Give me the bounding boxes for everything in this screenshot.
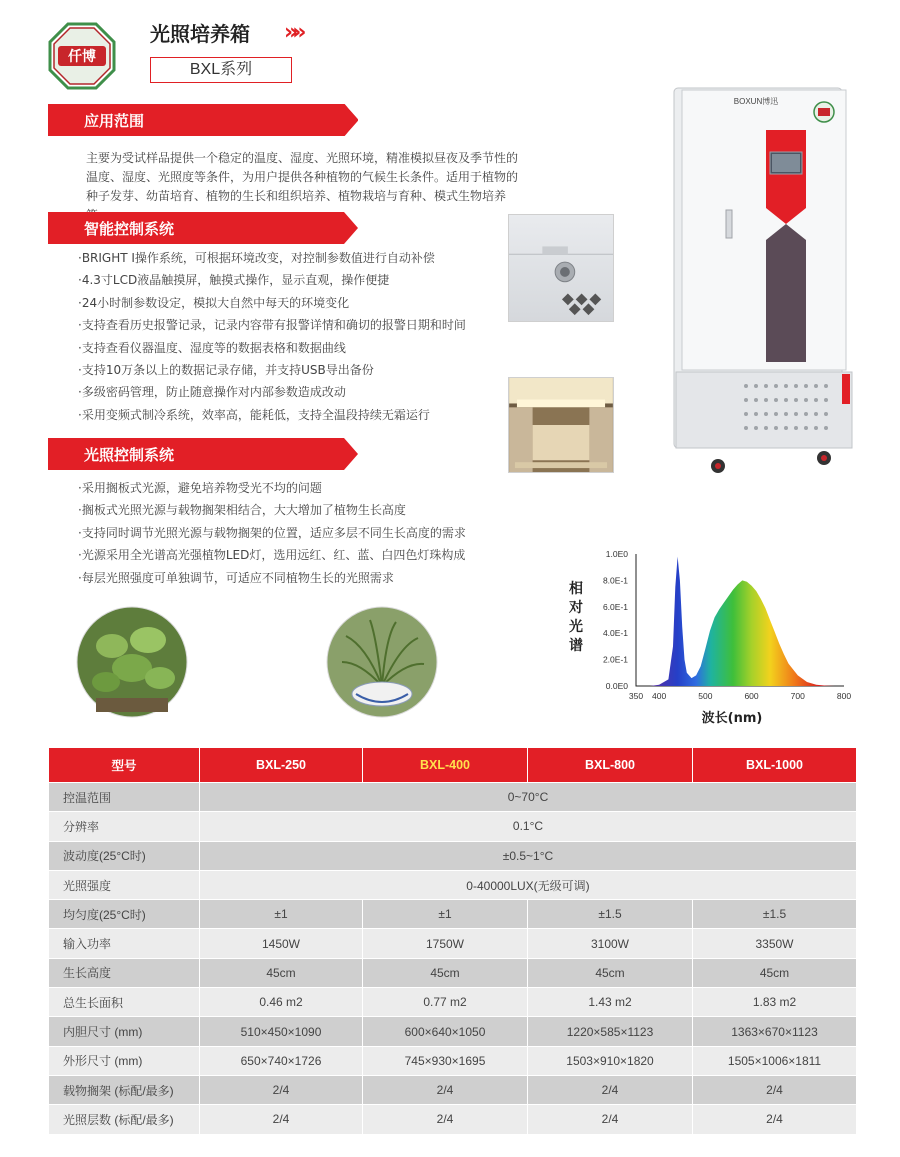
series-label: BXL系列 (150, 57, 292, 83)
x-tick-label: 700 (790, 691, 805, 701)
table-cell: 1.83 m2 (693, 988, 857, 1017)
y-tick-label: 6.0E-1 (602, 601, 628, 612)
table-cell: 2/4 (528, 1105, 693, 1134)
table-header-cell: BXL-250 (200, 748, 363, 783)
y-tick-label: 2.0E-1 (602, 654, 628, 665)
table-cell: 0.77 m2 (363, 988, 528, 1017)
lighting-list (78, 477, 466, 589)
y-tick-label: 1.0E0 (605, 549, 628, 559)
led-shelf-photo (508, 377, 614, 473)
table-row (49, 812, 857, 841)
row-label: 光照强度 (49, 870, 200, 899)
list-item: ·采用变频式制冷系统，效率高，能耗低，支持全温段持续无霜运行 (78, 407, 430, 422)
company-logo (48, 22, 116, 90)
table-cell: 0~70°C (200, 783, 857, 812)
row-label: 波动度(25°C时) (49, 841, 200, 870)
title-arrows-icon: »» (284, 20, 301, 45)
table-row (49, 900, 857, 929)
chart-ylabel: 相对光谱 (569, 581, 583, 654)
table-row (49, 1105, 857, 1134)
x-tick-label: 600 (744, 691, 759, 701)
table-row (49, 929, 857, 958)
table-cell: 3100W (528, 929, 693, 958)
table-cell: 1750W (363, 929, 528, 958)
table-cell: 745×930×1695 (363, 1046, 528, 1075)
x-tick-label: 800 (836, 691, 852, 701)
list-item: ·采用搁板式光源，避免培养物受光不均的问题 (78, 481, 322, 495)
spec-table (48, 747, 857, 1135)
table-cell: ±1 (200, 900, 363, 929)
plant-photo-1 (76, 606, 188, 718)
x-tick-label: 500 (698, 691, 713, 701)
logo-text: 仟博 (68, 49, 96, 65)
table-row (49, 870, 857, 899)
row-label: 外形尺寸 (mm) (49, 1046, 200, 1075)
list-item: ·搁板式光照光源与载物搁架相结合，大大增加了植物生长高度 (78, 503, 406, 518)
list-item: ·支持查看历史报警记录，记录内容带有报警详情和确切的报警日期和时间 (78, 318, 466, 333)
banner-application (48, 104, 358, 136)
list-item: ·光源采用全光谱高光强植物LED灯，选用远红、红、蓝、白四色灯珠构成 (78, 548, 466, 563)
table-header-cell: BXL-400 (363, 748, 528, 783)
table-cell: 650×740×1726 (200, 1046, 363, 1075)
table-row (49, 988, 857, 1017)
row-label: 输入功率 (49, 929, 200, 958)
y-tick-label: 8.0E-1 (602, 575, 628, 586)
banner-lighting (48, 438, 358, 470)
table-cell: 2/4 (693, 1105, 857, 1134)
table-row (49, 958, 857, 987)
table-row (49, 1046, 857, 1075)
control-list (78, 247, 466, 426)
plant-photo-2 (326, 606, 438, 718)
list-item: ·支持查看仪器温度、湿度等的数据表格和数据曲线 (78, 340, 346, 355)
page-title: 光照培养箱 (150, 22, 250, 46)
table-cell: 1503×910×1820 (528, 1046, 693, 1075)
table-cell: 0.1°C (200, 812, 857, 841)
table-cell: 45cm (363, 958, 528, 987)
table-cell: 45cm (693, 958, 857, 987)
table-header-cell: 型号 (49, 748, 200, 783)
list-item: ·BRIGHT I操作系统，可根据环境改变，对控制参数值进行自动补偿 (78, 251, 435, 265)
row-label: 光照层数 (标配/最多) (49, 1105, 200, 1134)
table-cell: 3350W (693, 929, 857, 958)
table-cell: 2/4 (363, 1075, 528, 1104)
table-cell: 2/4 (200, 1075, 363, 1104)
table-row (49, 1017, 857, 1046)
application-text: 主要为受试样品提供一个稳定的温度、湿度、光照环境，精准模拟昼夜及季节性的温度、湿度、光照度等条件，为用户提供各种植物的气候生长条件。适用于植物的种子发芽、幼苗培育、植物的生长和组织培养、植物栽培与育种、模式生物培养 (86, 151, 519, 203)
incubator-product-photo (666, 82, 856, 476)
y-tick-label: 4.0E-1 (602, 628, 628, 639)
table-cell: 2/4 (528, 1075, 693, 1104)
table-cell: 1220×585×1123 (528, 1017, 693, 1046)
row-label: 内胆尺寸 (mm) (49, 1017, 200, 1046)
table-cell: 1450W (200, 929, 363, 958)
list-item: ·每层光照强度可单独调节，可适应不同植物生长的光照需求 (78, 570, 394, 585)
spectrum-area (650, 557, 835, 686)
table-cell: 0.46 m2 (200, 988, 363, 1017)
x-tick-label: 400 (652, 691, 667, 701)
row-label: 分辨率 (49, 812, 200, 841)
list-item: ·支持同时调节光照光源与载物搁架的位置，适应多层不同生长高度的需求 (78, 525, 466, 540)
table-cell: ±0.5~1°C (200, 841, 857, 870)
table-cell: 0-40000LUX(无级可调) (200, 870, 857, 899)
table-header-row (49, 748, 857, 783)
row-label: 生长高度 (49, 958, 200, 987)
table-cell: 600×640×1050 (363, 1017, 528, 1046)
heading-application: 应用范围 (84, 112, 145, 130)
table-row (49, 783, 857, 812)
brand-text: BOXUN博迅 (733, 97, 779, 106)
table-cell: 45cm (200, 958, 363, 987)
table-cell: 1505×1006×1811 (693, 1046, 857, 1075)
spectrum-chart (560, 540, 880, 740)
table-header-cell: BXL-800 (528, 748, 693, 783)
table-cell: 2/4 (363, 1105, 528, 1134)
table-cell: 2/4 (693, 1075, 857, 1104)
table-cell: 510×450×1090 (200, 1017, 363, 1046)
banner-control (48, 212, 358, 244)
table-header-cell: BXL-1000 (693, 748, 857, 783)
heading-lighting: 光照控制系统 (84, 446, 175, 464)
list-item: ·多级密码管理，防止随意操作对内部参数造成改动 (78, 385, 346, 400)
chart-xlabel: 波长(nm) (701, 711, 763, 726)
list-item: ·4.3寸LCD液晶触摸屏，触摸式操作，显示直观，操作便捷 (78, 273, 390, 288)
x-tick-label: 350 (628, 691, 644, 701)
row-label: 载物搁架 (标配/最多) (49, 1075, 200, 1104)
y-tick-label: 0.0E0 (605, 681, 628, 691)
table-cell: ±1 (363, 900, 528, 929)
table-cell: 2/4 (200, 1105, 363, 1134)
lock-detail-photo (508, 214, 614, 322)
table-cell: 45cm (528, 958, 693, 987)
row-label: 总生长面积 (49, 988, 200, 1017)
table-cell: 1363×670×1123 (693, 1017, 857, 1046)
heading-control: 智能控制系统 (84, 220, 175, 238)
table-cell: ±1.5 (693, 900, 857, 929)
table-cell: 1.43 m2 (528, 988, 693, 1017)
table-cell: ±1.5 (528, 900, 693, 929)
table-row (49, 841, 857, 870)
row-label: 均匀度(25°C时) (49, 900, 200, 929)
row-label: 控温范围 (49, 783, 200, 812)
list-item: ·24小时制参数设定，模拟大自然中每天的环境变化 (78, 295, 350, 310)
table-row (49, 1075, 857, 1104)
list-item: ·支持10万条以上的数据记录存储，并支持USB导出备份 (78, 363, 374, 378)
